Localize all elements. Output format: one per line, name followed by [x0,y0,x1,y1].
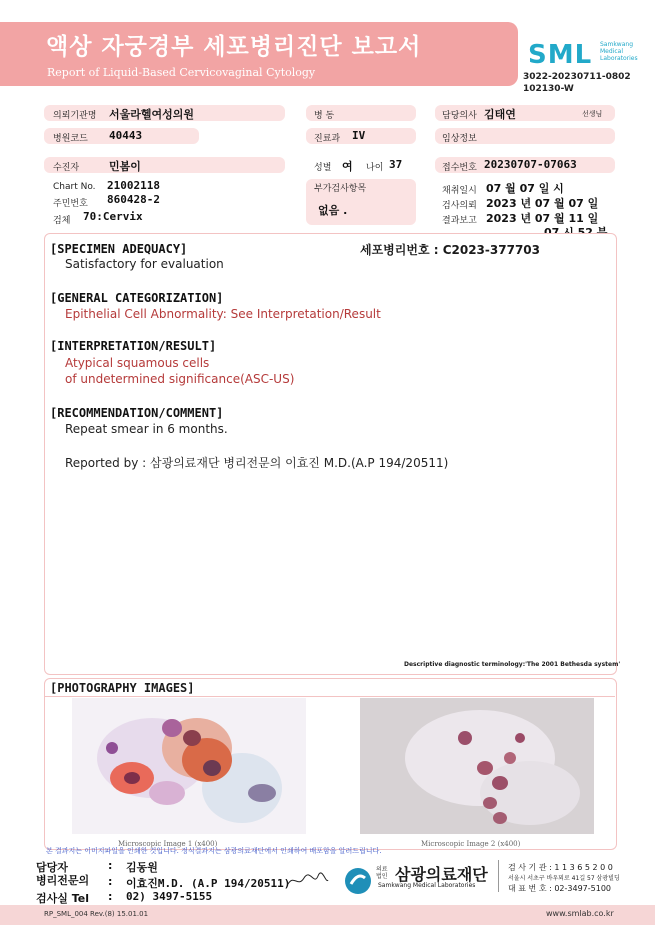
interpretation-heading: [INTERPRETATION/RESULT] [50,339,217,353]
patient-pill [44,157,285,173]
result-label: 결과보고 [442,216,477,226]
image-1-caption: Microscopic Image 1 (x400) [118,840,218,848]
org-info-3: 대 표 번 호 : 02-3497-5100 [508,884,611,893]
id-value: 860428-2 [107,193,160,206]
sml-logo: SML [528,40,593,70]
reported-by: Reported by : 삼광의료재단 병리전문의 이효진 M.D.(A.P 194/20511) [65,456,449,470]
org-info-1: 검 사 기 관 : 1 1 3 6 5 2 0 0 [508,863,613,872]
doctor-label: 담당의사 [442,111,477,121]
microscopic-image-2 [360,698,594,834]
collect-value: 07 월 07 일 시 [486,182,564,195]
pathologist-value: 이효진M.D. (A.P 194/20511) [126,877,291,890]
chart-value: 21002118 [107,179,160,192]
microscopic-image-1 [72,698,306,834]
pathologist-sep: : [108,875,113,888]
report-code-2: 102130-W [523,84,574,94]
clinical-label: 임상정보 [442,134,477,144]
ward-label: 병 동 [314,111,335,121]
recommendation-text: Repeat smear in 6 months. [65,422,228,436]
collect-label: 채취일시 [442,186,477,196]
reception-label: 접수번호 [442,163,477,173]
org-name: 삼광의료재단 [395,865,488,884]
report-subtitle: Report of Liquid-Based Cervicovaginal Cytology [47,66,316,79]
form-code: RP_SML_004 Rev.(8) 15.01.01 [44,910,149,918]
recommendation-heading: [RECOMMENDATION/COMMENT] [50,406,224,420]
doctor-value: 김태연 [484,108,516,121]
hospital-label: 의뢰기관명 [53,111,97,121]
sml-logo-subtext: Samkwang Medical Laboratories [600,41,638,62]
image-2-caption: Microscopic Image 2 (x400) [421,840,521,848]
doctor-suffix: 선생님 [582,110,603,118]
extra-value: 없음 . [318,204,348,217]
staff-label: 담당자 [36,861,68,874]
patient-label: 수진자 [53,163,80,173]
staff-sep: : [108,859,113,872]
adequacy-heading: [SPECIMEN ADEQUACY] [50,242,188,256]
signature-image [286,870,330,890]
adequacy-text: Satisfactory for evaluation [65,257,224,271]
general-heading: [GENERAL CATEGORIZATION] [50,291,224,305]
cytology-number: 세포병리번호 : C2023-377703 [360,243,540,257]
tel-value: 02) 3497-5155 [126,890,213,903]
print-notice: 본 결과지는 이미지파일을 인쇄한 것입니다. 정식결과지는 삼광의료재단에서 인쇄하여 배포함을 알려드립니다. [46,847,382,855]
org-info-2: 서울시 서초구 바우뫼로 41길 57 삼광빌딩 [508,875,620,882]
result-value: 2023 년 07 월 11 일 [486,212,599,225]
report-title: 액상 자궁경부 세포병리진단 보고서 [46,34,422,60]
tel-label: 검사실 Tel [36,892,89,905]
specimen-value: 70:Cervix [83,210,143,223]
code-value: 40443 [109,129,143,142]
hospital-value: 서울라헬여성의원 [109,108,195,121]
photo-divider [44,696,615,697]
id-label: 주민번호 [53,199,88,209]
request-label: 검사의뢰 [442,201,477,211]
patient-value: 민봄이 [109,160,141,173]
interpretation-line-2: of undetermined significance(ASC-US) [65,372,295,386]
tel-sep: : [108,890,113,903]
request-value: 2023 년 07 월 07 일 [486,197,599,210]
org-prefix: 의료법인 [376,866,388,880]
age-value: 37 [389,158,403,171]
extra-label: 부가검사항목 [314,184,367,194]
terminology-note: Descriptive diagnostic terminology:'The 2001 Bethesda system' [404,661,621,668]
code-label: 병원코드 [53,134,88,144]
general-text: Epithelial Cell Abnormality: See Interpretation/Result [65,307,381,321]
sex-value: 여 [342,160,353,173]
pathologist-label: 병리전문의 [36,874,90,887]
staff-value: 김동원 [126,861,158,874]
dept-label: 진료과 [314,134,341,144]
photo-heading: [PHOTOGRAPHY IMAGES] [50,681,195,695]
sex-label: 성별 [314,163,332,173]
chart-label: Chart No. [53,182,96,192]
org-name-en: Samkwang Medical Laboratories [378,882,476,889]
dept-value: IV [352,129,366,142]
report-code-1: 3022-20230711-0802 [523,72,631,82]
samkwang-logo-icon [343,866,373,896]
age-label: 나이 [366,163,384,173]
org-divider [498,860,499,892]
specimen-label: 검체 [53,216,71,226]
reception-value: 20230707-07063 [484,158,577,171]
website: www.smlab.co.kr [546,909,614,918]
interpretation-line-1: Atypical squamous cells [65,356,210,370]
